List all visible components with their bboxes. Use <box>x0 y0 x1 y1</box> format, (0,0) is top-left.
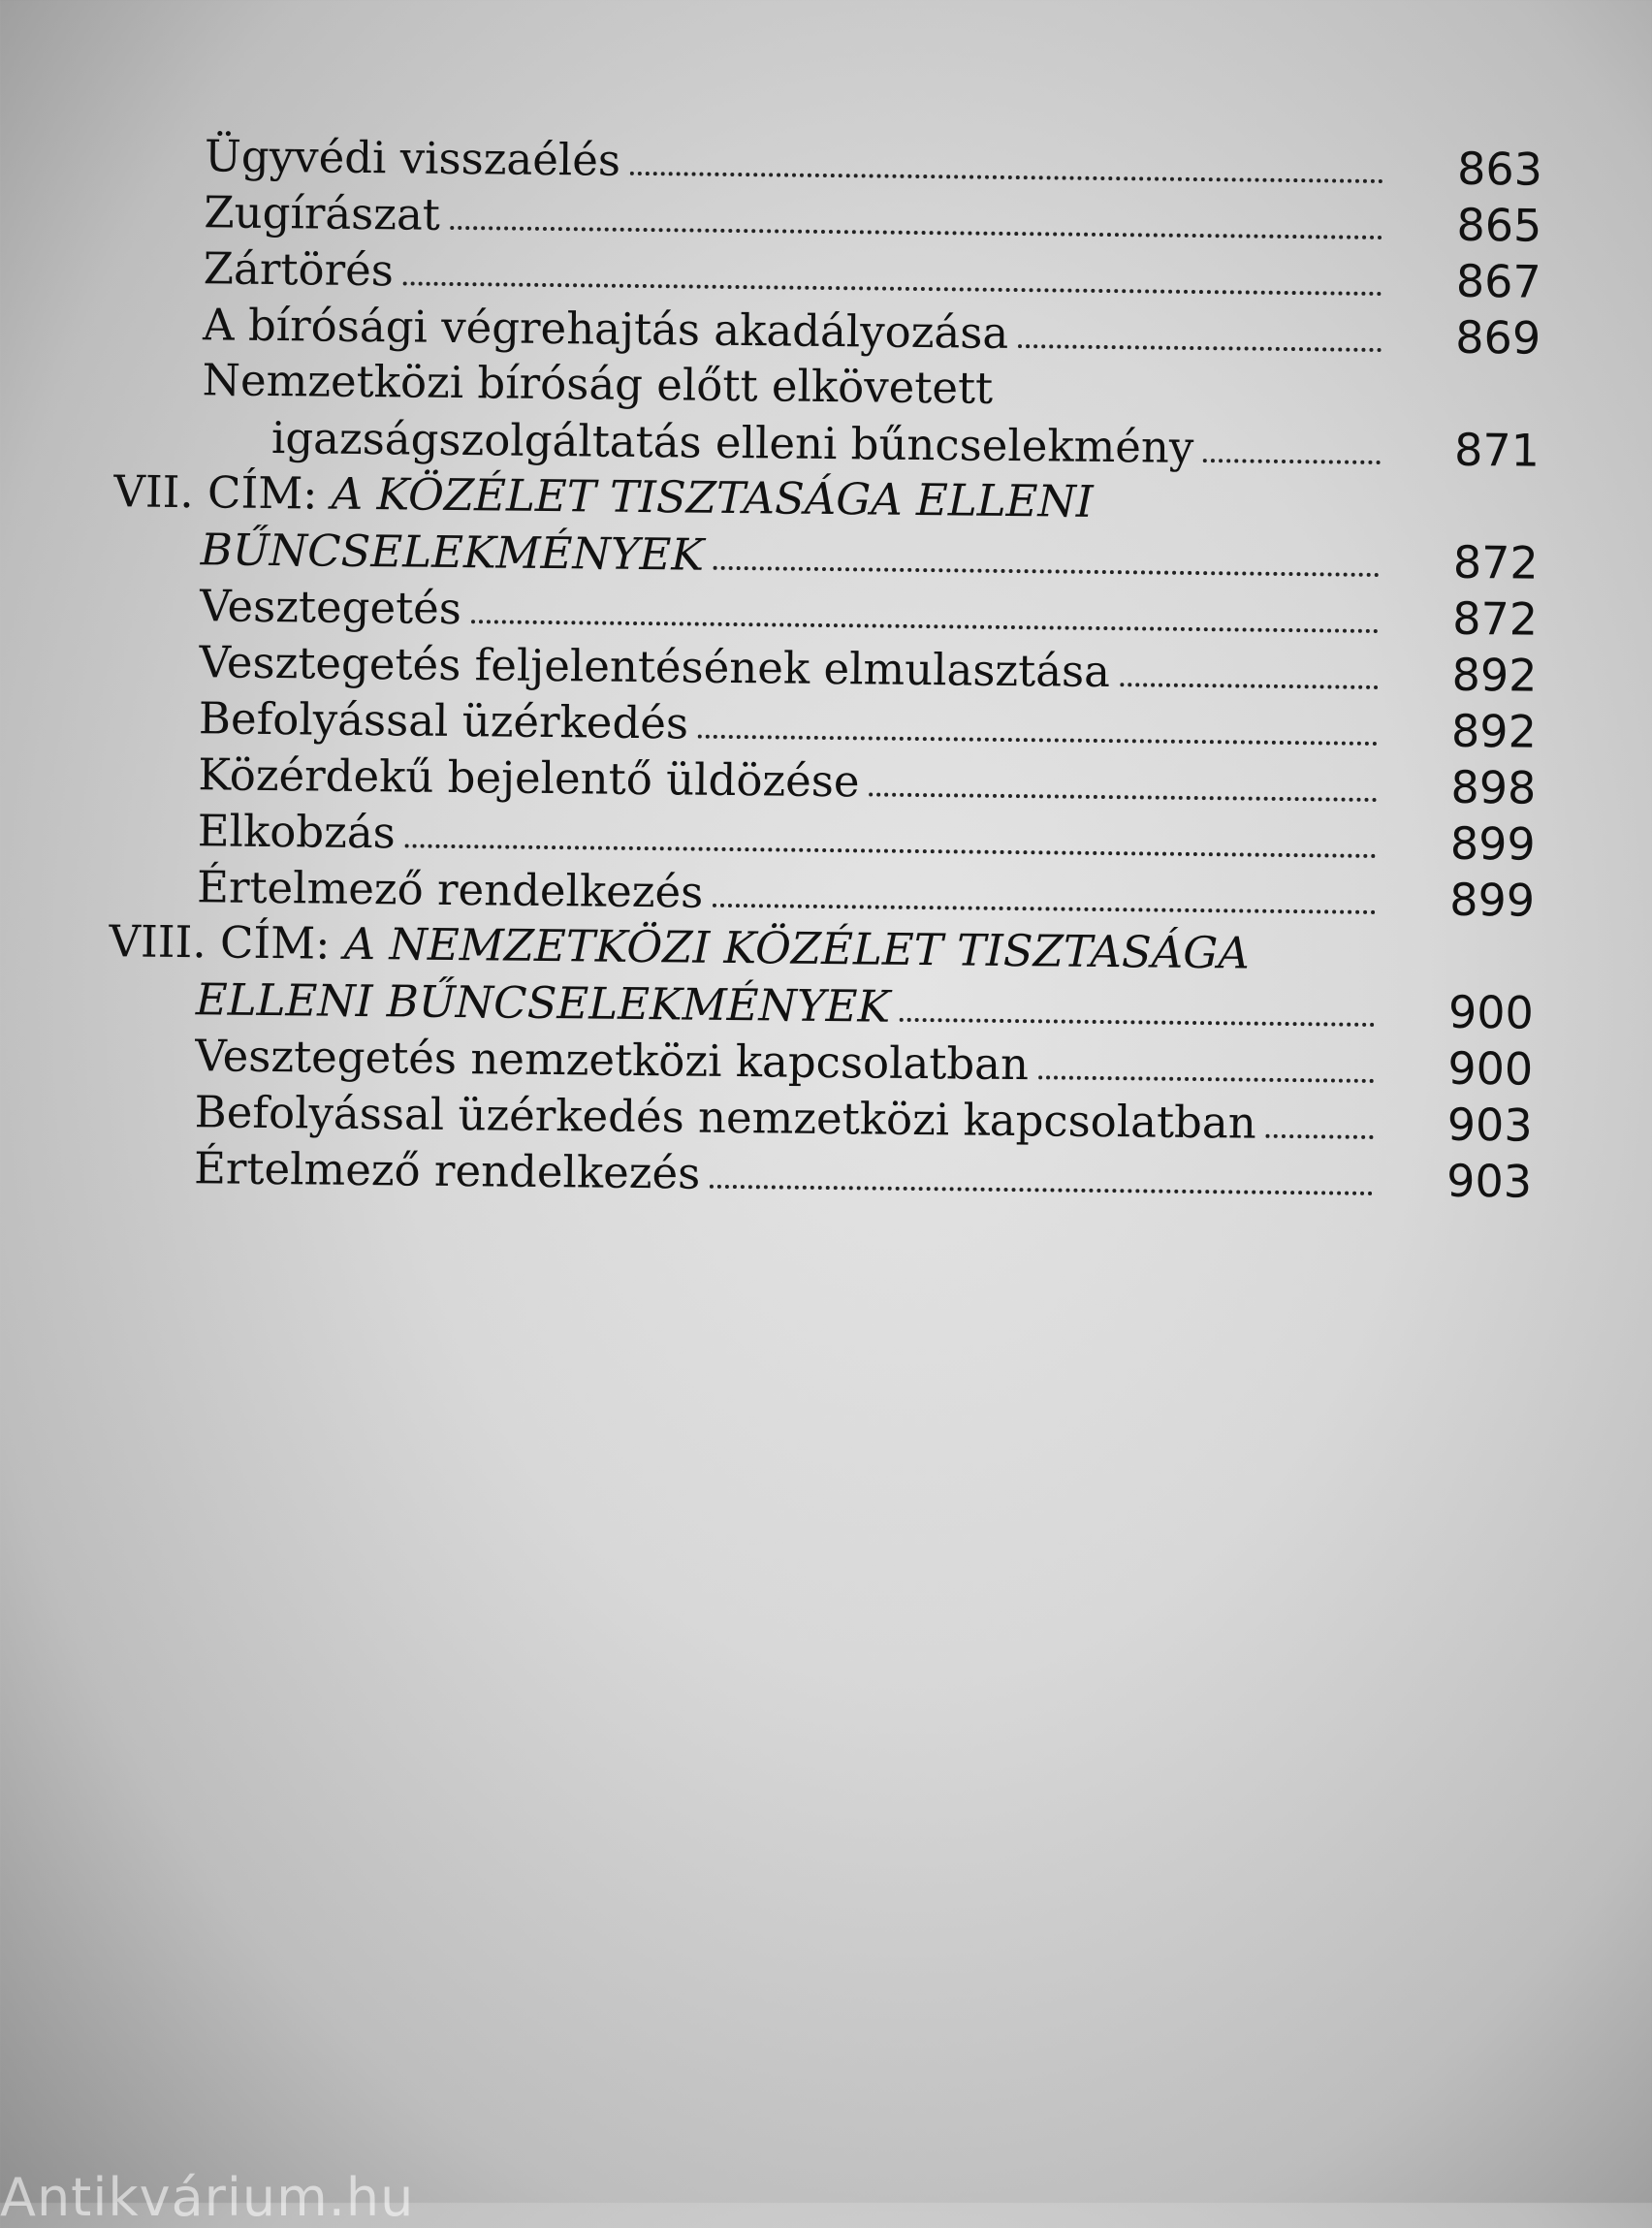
toc-entry-title: Befolyással üzérkedés nemzetközi kapcsolatban <box>194 1086 1256 1149</box>
toc-page-number: 900 <box>1447 985 1535 1039</box>
toc-page-number: 869 <box>1455 310 1541 365</box>
chapter-prefix: VII. CÍM: <box>113 465 333 520</box>
toc-entry-title: Vesztegetés nemzetközi kapcsolatban <box>195 1030 1030 1091</box>
toc-page-number: 899 <box>1448 873 1536 927</box>
toc-page-number: 900 <box>1447 1041 1534 1096</box>
toc-page-number: 867 <box>1455 254 1542 308</box>
toc-page-number: 903 <box>1446 1154 1533 1208</box>
toc-page-number: 892 <box>1450 704 1538 758</box>
toc-entry-title: Befolyással üzérkedés <box>198 692 689 749</box>
toc-entry-title: Értelmező rendelkezés <box>193 1142 701 1199</box>
toc-entry-title: Zugírászat <box>204 186 441 240</box>
chapter-title: A KÖZÉLET TISZTASÁGA ELLENI <box>331 467 1094 527</box>
toc-entry-title: Elkobzás <box>197 805 397 859</box>
table-of-contents <box>107 126 1552 1209</box>
dot-leader <box>698 734 1378 746</box>
dot-leader <box>471 619 1379 633</box>
toc-page-number: 903 <box>1446 1098 1533 1152</box>
dot-leader <box>630 171 1383 183</box>
dot-leader <box>900 1017 1375 1027</box>
toc-entry-title <box>196 971 891 1034</box>
dot-leader <box>710 1184 1373 1195</box>
dot-leader <box>1018 343 1382 352</box>
toc-page-number: 899 <box>1449 816 1536 871</box>
toc-entry-title: Zártörés <box>203 242 395 297</box>
toc-entry-title: A bírósági végrehajtás akadályozása <box>202 299 1009 359</box>
dot-leader <box>869 791 1377 801</box>
toc-chapter-title <box>113 463 1094 530</box>
toc-page-number: 865 <box>1456 198 1542 252</box>
dot-leader <box>405 843 1377 857</box>
toc-entry-title: Ügyvédi visszaélés <box>204 130 621 186</box>
dot-leader <box>1203 458 1381 464</box>
chapter-title: A NEMZETKÖZI KÖZÉLET TISZTASÁGA <box>343 917 1251 979</box>
toc-page-number: 898 <box>1450 760 1537 814</box>
toc-entry-title: Vesztegetés <box>199 580 462 635</box>
toc-page-number: 863 <box>1456 142 1543 196</box>
dot-leader <box>1266 1133 1374 1139</box>
chapter-title-cont: BŰNCSELEKMÉNYEK <box>200 524 705 581</box>
toc-page-number: 872 <box>1452 591 1539 646</box>
toc-entry-title: Nemzetközi bíróság előtt elkövetett <box>202 354 994 414</box>
dot-leader <box>714 565 1380 577</box>
toc-entry-title <box>200 522 704 583</box>
toc-entry-title: Értelmező rendelkezés <box>196 861 704 918</box>
toc-entry-title: Közérdekű bejelentő üldözése <box>198 748 860 808</box>
toc-page-number: 892 <box>1451 648 1538 702</box>
watermark: Antikvárium.hu <box>0 2167 415 2228</box>
dot-leader <box>403 280 1382 296</box>
dot-leader <box>1120 682 1379 689</box>
dot-leader <box>713 903 1376 914</box>
dot-leader <box>450 225 1382 239</box>
dot-leader <box>1038 1074 1374 1083</box>
chapter-prefix: VIII. CÍM: <box>109 915 345 970</box>
toc-page-number: 872 <box>1452 535 1540 589</box>
toc-entry-title: igazságszolgáltatás elleni bűncselekmény <box>270 412 1194 473</box>
toc-entry-title: Vesztegetés feljelentésének elmulasztása <box>199 636 1111 698</box>
toc-page-number: 871 <box>1453 423 1541 477</box>
chapter-title-cont: ELLENI BŰNCSELEKMÉNYEK <box>195 973 891 1033</box>
